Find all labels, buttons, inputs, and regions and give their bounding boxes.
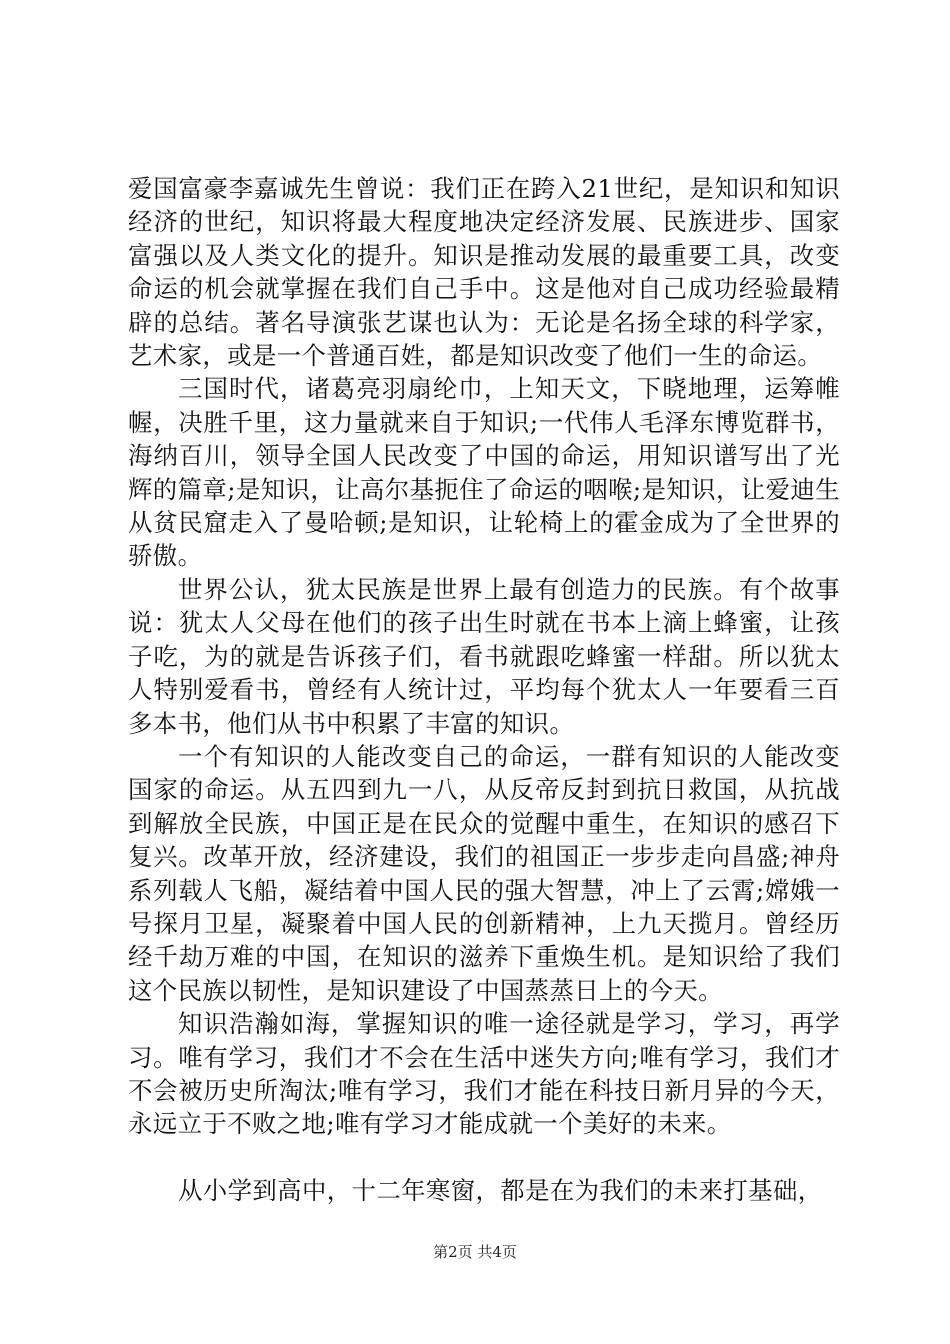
paragraph-2: 三国时代，诸葛亮羽扇纶巾，上知天文，下晓地理，运筹帷幄，决胜千里，这力量就来自于知识;一代伟人毛泽东博览群书，海纳百川，领导全国人民改变了中国的命运，用知识谱写出了光辉的篇章;是知识，让高尔基扼住了命运的咽喉;是知识，让爱迪生从贫民窟走入了曼哈顿;是知识，让轮椅上的霍金成为了全世界的骄傲。 [128, 374, 840, 571]
paragraph-1: 爱国富豪李嘉诚先生曾说：我们正在跨入21世纪，是知识和知识经济的世纪，知识将最大程度地决定经济发展、民族进步、国家富强以及人类文化的提升。知识是推动发展的最重要工具，改变命运的机会就掌握在我们自己手中。这是他对自己成功经验最精辟的总结。著名导演张艺谋也认为：无论是名扬全球的科学家，艺术家，或是一个普通百姓，都是知识改变了他们一生的命运。 [128, 174, 840, 371]
document-body [128, 172, 840, 1207]
paragraph-5: 知识浩瀚如海，掌握知识的唯一途径就是学习，学习，再学习。唯有学习，我们才不会在生活中迷失方向;唯有学习，我们才不会被历史所淘汰;唯有学习，我们才能在科技日新月异的今天，永远立于不败之地;唯有学习才能成就一个美好的未来。 [128, 1009, 840, 1139]
paragraph-6: 从小学到高中，十二年寒窗，都是在为我们的未来打基础， [178, 1175, 823, 1205]
paragraph-3: 世界公认，犹太民族是世界上最有创造力的民族。有个故事说：犹太人父母在他们的孩子出生时就在书本上滴上蜂蜜，让孩子吃，为的就是告诉孩子们，看书就跟吃蜂蜜一样甜。所以犹太人特别爱看书，曾经有人统计过，平均每个犹太人一年要看三百多本书，他们从书中积累了丰富的知识。 [128, 574, 840, 738]
page-footer: 第2页 共4页 [433, 1243, 517, 1261]
paragraph-4: 一个有知识的人能改变自己的命运，一群有知识的人能改变国家的命运。从五四到九一八，从反帝反封到抗日救国，从抗战到解放全民族，中国正是在民众的觉醒中重生，在知识的感召下复兴。改革开放，经济建设，我们的祖国正一步步走向昌盛;神舟系列载人飞船，凝结着中国人民的强大智慧，冲上了云霄;嫦娥一号探月卫星，凝聚着中国人民的创新精神，上九天揽月。曾经历经千劫万难的中国，在知识的滋养下重焕生机。是知识给了我们这个民族以韧性，是知识建设了中国蒸蒸日上的今天。 [128, 741, 840, 1005]
